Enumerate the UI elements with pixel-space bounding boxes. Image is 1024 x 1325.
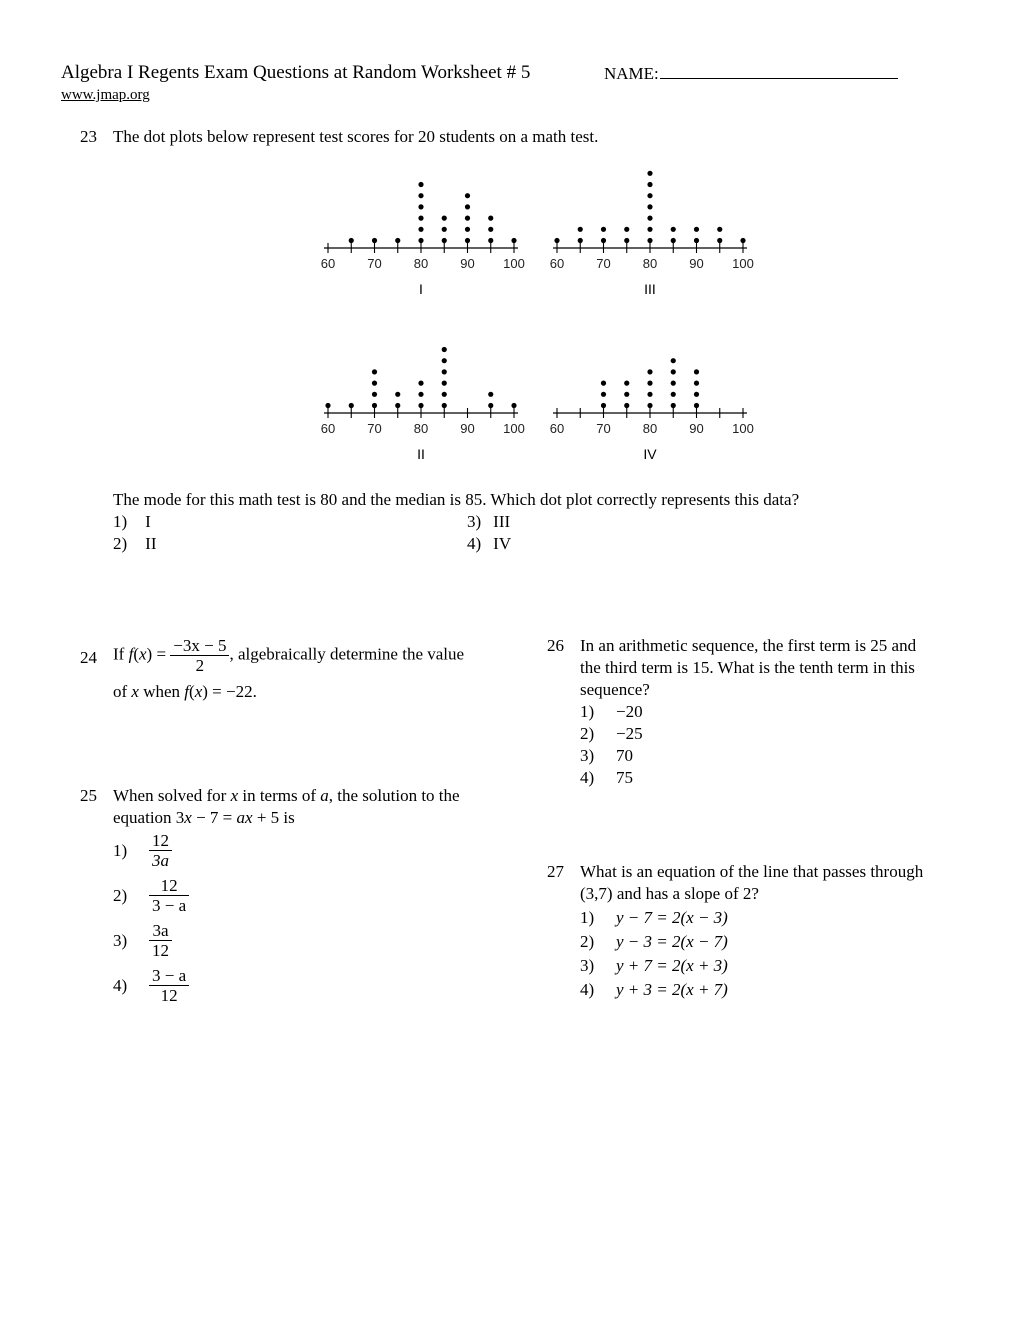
choice-fraction bbox=[149, 831, 172, 870]
tick-label: 100 bbox=[503, 421, 525, 436]
data-dot bbox=[442, 216, 447, 221]
name-blank-line[interactable] bbox=[660, 64, 898, 79]
data-dot bbox=[418, 392, 423, 397]
data-dot bbox=[601, 403, 606, 408]
data-dot bbox=[418, 193, 423, 198]
q23-choice-1[interactable] bbox=[113, 512, 151, 532]
q25-ax: ax bbox=[236, 808, 253, 827]
choice-number: 2) bbox=[580, 932, 595, 951]
q25-line2 bbox=[113, 808, 295, 828]
q26-line: sequence? bbox=[580, 680, 650, 699]
choice-number: 1) bbox=[580, 702, 595, 721]
data-dot bbox=[465, 216, 470, 221]
choice-fraction bbox=[149, 966, 189, 1005]
q24-text-after: , algebraically determine the value bbox=[229, 644, 465, 664]
fraction-denominator: 3 − a bbox=[152, 896, 187, 915]
q25-text: in terms of bbox=[238, 786, 321, 805]
fraction-denominator: 12 bbox=[152, 941, 169, 960]
data-dot bbox=[465, 227, 470, 232]
dot-plot-II bbox=[321, 347, 525, 462]
data-dot bbox=[601, 238, 606, 243]
q23-choice-4[interactable] bbox=[467, 534, 511, 554]
data-dot bbox=[511, 403, 516, 408]
tick-label: 100 bbox=[732, 421, 754, 436]
q25-x: x bbox=[230, 786, 239, 805]
q23-question: The mode for this math test is 80 and the median is 85. Which dot plot correctly represents this data? bbox=[113, 490, 800, 509]
data-dot bbox=[694, 403, 699, 408]
q23-number: 23 bbox=[80, 127, 97, 146]
q24-number: 24 bbox=[80, 648, 97, 667]
q24-line1: If f(x) = $\frac{-3x - 5}{2}$ , algebraically determine the value bbox=[113, 636, 465, 675]
fraction-denominator: 12 bbox=[160, 986, 178, 1005]
choice-text: y − 7 = 2(x − 3) bbox=[616, 908, 728, 927]
fraction-denominator: 2 bbox=[195, 656, 205, 675]
q25-text: When solved for bbox=[113, 786, 231, 805]
choice-text: −25 bbox=[616, 724, 643, 743]
q25-number: 25 bbox=[80, 786, 97, 805]
choice-number: 3) bbox=[580, 746, 595, 765]
data-dot bbox=[442, 403, 447, 408]
tick-label: 70 bbox=[367, 421, 382, 436]
data-dot bbox=[647, 216, 652, 221]
data-dot bbox=[442, 369, 447, 374]
data-dot bbox=[488, 227, 493, 232]
data-dot bbox=[671, 403, 676, 408]
choice-fraction bbox=[149, 921, 172, 960]
plot-label: IV bbox=[643, 446, 657, 462]
tick-label: 60 bbox=[549, 421, 565, 436]
fraction-numerator: 12 bbox=[149, 831, 172, 851]
data-dot bbox=[647, 369, 652, 374]
name-field bbox=[604, 64, 898, 84]
q27-choice-4[interactable] bbox=[580, 980, 728, 1000]
data-dot bbox=[418, 403, 423, 408]
data-dot bbox=[624, 381, 629, 386]
q24-f: f bbox=[128, 644, 134, 664]
tick-label: 90 bbox=[689, 256, 704, 271]
q24-text: If bbox=[113, 644, 129, 664]
choice-fraction bbox=[149, 876, 189, 915]
tick-label: 70 bbox=[596, 421, 611, 436]
q23-choice-2[interactable] bbox=[113, 534, 157, 554]
data-dot bbox=[442, 227, 447, 232]
fraction-numerator: 3 − a bbox=[149, 966, 189, 986]
q25-choice-3[interactable] bbox=[113, 921, 172, 961]
plot-label: II bbox=[417, 446, 425, 462]
data-dot bbox=[442, 347, 447, 352]
data-dot bbox=[624, 238, 629, 243]
data-dot bbox=[578, 227, 583, 232]
choice-text: II bbox=[145, 534, 157, 553]
data-dot bbox=[647, 193, 652, 198]
data-dot bbox=[465, 193, 470, 198]
q24-x: x bbox=[194, 682, 203, 701]
q24-text: = −22. bbox=[207, 682, 257, 701]
choice-number: 2) bbox=[113, 885, 128, 905]
data-dot bbox=[694, 227, 699, 232]
choice-text: y + 7 = 2(x + 3) bbox=[616, 956, 728, 975]
choice-text: −20 bbox=[616, 702, 643, 721]
data-dot bbox=[578, 238, 583, 243]
data-dot bbox=[647, 392, 652, 397]
data-dot bbox=[418, 227, 423, 232]
data-dot bbox=[418, 216, 423, 221]
choice-number: 4) bbox=[580, 768, 595, 787]
choice-text: y − 3 = 2(x − 7) bbox=[616, 932, 728, 951]
data-dot bbox=[740, 238, 745, 243]
fraction-denominator: 3a bbox=[152, 851, 169, 870]
q26-line: In an arithmetic sequence, the first term is 25 and bbox=[580, 636, 917, 655]
q26-choice-3[interactable] bbox=[580, 746, 633, 766]
q27-choice-1[interactable] bbox=[580, 908, 728, 928]
data-dot bbox=[372, 392, 377, 397]
data-dot bbox=[372, 403, 377, 408]
tick-label: 70 bbox=[596, 256, 611, 271]
choice-number: 2) bbox=[580, 724, 595, 743]
tick-label: 60 bbox=[549, 256, 565, 271]
q26-choice-2[interactable] bbox=[580, 724, 643, 744]
data-dot bbox=[624, 227, 629, 232]
data-dot bbox=[647, 381, 652, 386]
data-dot bbox=[601, 392, 606, 397]
data-dot bbox=[647, 403, 652, 408]
choice-number: 4) bbox=[113, 975, 128, 995]
choice-text: 70 bbox=[616, 746, 633, 765]
data-dot bbox=[488, 238, 493, 243]
data-dot bbox=[349, 403, 354, 408]
data-dot bbox=[395, 403, 400, 408]
data-dot bbox=[442, 238, 447, 243]
choice-number: 3) bbox=[467, 512, 482, 531]
choice-text: y + 3 = 2(x + 7) bbox=[616, 980, 728, 999]
q27-line: What is an equation of the line that passes through bbox=[580, 862, 924, 881]
q26-choice-1[interactable] bbox=[580, 702, 643, 722]
data-dot bbox=[671, 358, 676, 363]
choice-number: 4) bbox=[580, 980, 595, 999]
worksheet-title: Algebra I Regents Exam Questions at Random Worksheet # 5 bbox=[61, 62, 531, 83]
data-dot bbox=[488, 216, 493, 221]
choice-text: IV bbox=[493, 534, 512, 553]
data-dot bbox=[418, 204, 423, 209]
data-dot bbox=[694, 369, 699, 374]
q23-stem: The dot plots below represent test scores for 20 students on a math test. bbox=[113, 127, 599, 146]
q24-x: x bbox=[131, 682, 139, 701]
data-dot bbox=[647, 171, 652, 176]
plot-label: III bbox=[644, 281, 656, 297]
data-dot bbox=[694, 381, 699, 386]
tick-label: 90 bbox=[460, 256, 475, 271]
q25-x: x bbox=[184, 808, 192, 827]
dot-plot-IV bbox=[550, 358, 754, 462]
q24-eq: = bbox=[152, 644, 171, 664]
fraction-numerator: 12 bbox=[149, 876, 189, 896]
choice-number: 1) bbox=[113, 840, 128, 860]
data-dot bbox=[488, 392, 493, 397]
site-link[interactable]: www.jmap.org bbox=[61, 87, 150, 103]
data-dot bbox=[647, 182, 652, 187]
q24-line2: of x when f(x) = −22. bbox=[113, 682, 257, 701]
data-dot bbox=[647, 204, 652, 209]
data-dot bbox=[349, 238, 354, 243]
tick-label: 60 bbox=[320, 256, 336, 271]
q26-choice-4[interactable] bbox=[580, 768, 633, 788]
data-dot bbox=[442, 358, 447, 363]
tick-label: 70 bbox=[367, 256, 382, 271]
tick-label: 80 bbox=[413, 256, 429, 271]
q27-number: 27 bbox=[547, 862, 564, 881]
q24-text: when bbox=[138, 682, 185, 701]
data-dot bbox=[418, 238, 423, 243]
choice-number: 4) bbox=[467, 534, 482, 553]
dot-plot-I bbox=[321, 182, 525, 297]
fraction-numerator: −3x − 5 bbox=[170, 636, 229, 656]
data-dot bbox=[647, 238, 652, 243]
q25-choice-4[interactable] bbox=[113, 966, 189, 1006]
data-dot bbox=[418, 381, 423, 386]
name-label: NAME: bbox=[604, 64, 659, 83]
q25-text: − 7 = bbox=[191, 808, 237, 827]
tick-label: 100 bbox=[503, 256, 525, 271]
q25-a: a bbox=[320, 786, 329, 805]
data-dot bbox=[671, 238, 676, 243]
dot-plots-figure bbox=[300, 155, 780, 475]
data-dot bbox=[671, 392, 676, 397]
data-dot bbox=[554, 238, 559, 243]
q25-choice-2[interactable] bbox=[113, 876, 189, 916]
data-dot bbox=[442, 381, 447, 386]
data-dot bbox=[717, 238, 722, 243]
choice-text: III bbox=[493, 512, 511, 531]
data-dot bbox=[601, 227, 606, 232]
q24-fraction bbox=[170, 636, 229, 675]
tick-label: 100 bbox=[732, 256, 754, 271]
data-dot bbox=[694, 238, 699, 243]
choice-number: 2) bbox=[113, 534, 128, 553]
data-dot bbox=[372, 238, 377, 243]
data-dot bbox=[671, 369, 676, 374]
dot-plot-III bbox=[550, 171, 754, 297]
tick-label: 80 bbox=[642, 256, 658, 271]
q27-choice-3[interactable] bbox=[580, 956, 728, 976]
data-dot bbox=[647, 227, 652, 232]
q25-text: , the solution to the bbox=[328, 786, 460, 805]
choice-text: I bbox=[145, 512, 151, 531]
data-dot bbox=[511, 238, 516, 243]
data-dot bbox=[601, 381, 606, 386]
choice-number: 3) bbox=[580, 956, 595, 975]
choice-number: 1) bbox=[113, 512, 128, 531]
data-dot bbox=[488, 403, 493, 408]
q25-text: equation 3 bbox=[113, 808, 185, 827]
choice-text: 75 bbox=[616, 768, 633, 787]
data-dot bbox=[395, 392, 400, 397]
q23-choice-3[interactable] bbox=[467, 512, 510, 532]
q25-text: + 5 is bbox=[252, 808, 295, 827]
q24-f: f bbox=[184, 682, 190, 701]
data-dot bbox=[465, 238, 470, 243]
q24-x: x bbox=[138, 644, 147, 664]
data-dot bbox=[671, 227, 676, 232]
choice-number: 1) bbox=[580, 908, 595, 927]
q27-line: (3,7) and has a slope of 2? bbox=[580, 884, 759, 903]
tick-label: 90 bbox=[689, 421, 704, 436]
data-dot bbox=[717, 227, 722, 232]
q25-line1 bbox=[113, 786, 460, 806]
data-dot bbox=[624, 403, 629, 408]
q26-number: 26 bbox=[547, 636, 564, 655]
data-dot bbox=[395, 238, 400, 243]
data-dot bbox=[694, 392, 699, 397]
data-dot bbox=[442, 392, 447, 397]
data-dot bbox=[624, 392, 629, 397]
plot-label: I bbox=[419, 281, 423, 297]
q25-choice-1[interactable] bbox=[113, 831, 172, 871]
choice-number: 3) bbox=[113, 930, 128, 950]
q24-text: of bbox=[113, 682, 132, 701]
data-dot bbox=[465, 204, 470, 209]
data-dot bbox=[372, 369, 377, 374]
data-dot bbox=[325, 403, 330, 408]
q26-line: the third term is 15. What is the tenth term in this bbox=[580, 658, 915, 677]
tick-label: 80 bbox=[642, 421, 658, 436]
data-dot bbox=[671, 381, 676, 386]
tick-label: 80 bbox=[413, 421, 429, 436]
data-dot bbox=[372, 381, 377, 386]
tick-label: 90 bbox=[460, 421, 475, 436]
q27-choice-2[interactable] bbox=[580, 932, 728, 952]
tick-label: 60 bbox=[320, 421, 336, 436]
fraction-numerator: 3a bbox=[149, 921, 172, 941]
data-dot bbox=[418, 182, 423, 187]
